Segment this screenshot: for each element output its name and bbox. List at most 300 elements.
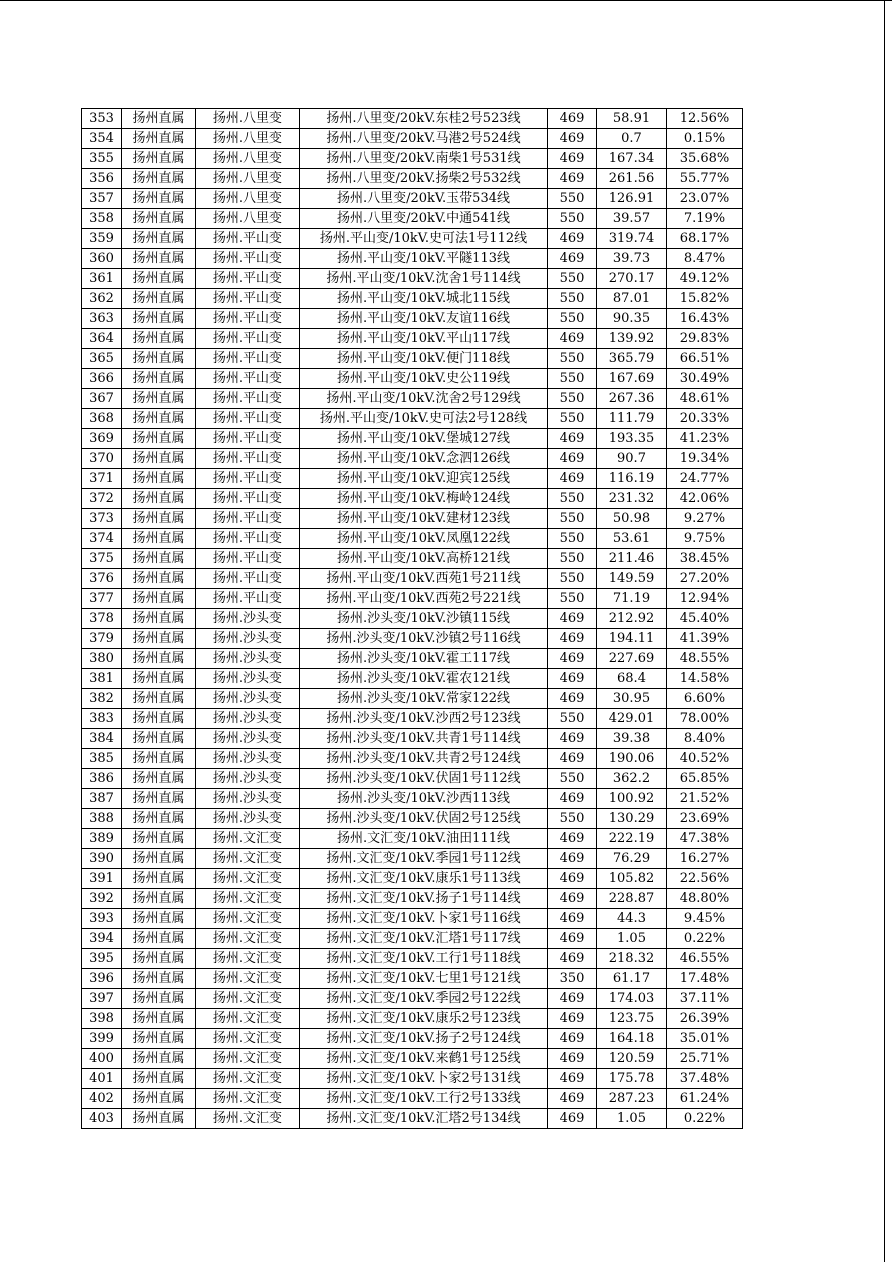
- unit-cell: 扬州直属: [122, 949, 196, 969]
- capacity-cell: 469: [548, 169, 597, 189]
- table-row: [82, 449, 743, 469]
- table-row: [82, 989, 743, 1009]
- capacity-cell: 469: [548, 949, 597, 969]
- row-number-cell: 360: [82, 249, 122, 269]
- load-value-cell: 58.91: [597, 109, 667, 129]
- row-number-cell: 375: [82, 549, 122, 569]
- capacity-cell: 469: [548, 869, 597, 889]
- load-rate-cell: 49.12%: [667, 269, 743, 289]
- capacity-cell: 550: [548, 769, 597, 789]
- feeder-line-cell: 扬州.平山变/10kV.沈舍2号129线: [300, 389, 548, 409]
- load-rate-cell: 12.94%: [667, 589, 743, 609]
- row-number-cell: 358: [82, 209, 122, 229]
- unit-cell: 扬州直属: [122, 509, 196, 529]
- capacity-cell: 550: [548, 269, 597, 289]
- load-value-cell: 167.69: [597, 369, 667, 389]
- capacity-cell: 550: [548, 289, 597, 309]
- substation-cell: 扬州.八里变: [196, 209, 300, 229]
- substation-cell: 扬州.平山变: [196, 249, 300, 269]
- load-rate-cell: 40.52%: [667, 749, 743, 769]
- feeder-line-cell: 扬州.平山变/10kV.平山117线: [300, 329, 548, 349]
- unit-cell: 扬州直属: [122, 549, 196, 569]
- load-value-cell: 212.92: [597, 609, 667, 629]
- feeder-line-cell: 扬州.沙头变/10kV.霍农121线: [300, 669, 548, 689]
- capacity-cell: 469: [548, 669, 597, 689]
- load-value-cell: 90.35: [597, 309, 667, 329]
- substation-cell: 扬州.文汇变: [196, 1069, 300, 1089]
- load-rate-cell: 66.51%: [667, 349, 743, 369]
- row-number-cell: 385: [82, 749, 122, 769]
- table-row: [82, 369, 743, 389]
- load-rate-cell: 17.48%: [667, 969, 743, 989]
- load-value-cell: 68.4: [597, 669, 667, 689]
- table-row: [82, 1029, 743, 1049]
- row-number-cell: 376: [82, 569, 122, 589]
- load-value-cell: 111.79: [597, 409, 667, 429]
- capacity-cell: 469: [548, 909, 597, 929]
- load-rate-cell: 68.17%: [667, 229, 743, 249]
- table-row: [82, 129, 743, 149]
- load-value-cell: 50.98: [597, 509, 667, 529]
- load-value-cell: 130.29: [597, 809, 667, 829]
- capacity-cell: 469: [548, 1009, 597, 1029]
- substation-cell: 扬州.沙头变: [196, 629, 300, 649]
- table-row: [82, 1109, 743, 1129]
- table-row: [82, 1089, 743, 1109]
- substation-cell: 扬州.平山变: [196, 489, 300, 509]
- capacity-cell: 550: [548, 709, 597, 729]
- substation-cell: 扬州.沙头变: [196, 649, 300, 669]
- load-value-cell: 120.59: [597, 1049, 667, 1069]
- row-number-cell: 357: [82, 189, 122, 209]
- feeder-line-cell: 扬州.八里变/20kV.中通541线: [300, 209, 548, 229]
- unit-cell: 扬州直属: [122, 269, 196, 289]
- substation-cell: 扬州.八里变: [196, 169, 300, 189]
- row-number-cell: 373: [82, 509, 122, 529]
- load-rate-cell: 35.01%: [667, 1029, 743, 1049]
- capacity-cell: 469: [548, 429, 597, 449]
- capacity-cell: 469: [548, 149, 597, 169]
- substation-cell: 扬州.文汇变: [196, 929, 300, 949]
- page-right-border: [884, 0, 885, 1262]
- load-rate-cell: 48.61%: [667, 389, 743, 409]
- row-number-cell: 354: [82, 129, 122, 149]
- load-value-cell: 261.56: [597, 169, 667, 189]
- table-row: [82, 189, 743, 209]
- row-number-cell: 361: [82, 269, 122, 289]
- capacity-cell: 550: [548, 409, 597, 429]
- row-number-cell: 381: [82, 669, 122, 689]
- substation-cell: 扬州.平山变: [196, 229, 300, 249]
- load-rate-cell: 37.11%: [667, 989, 743, 1009]
- substation-cell: 扬州.平山变: [196, 409, 300, 429]
- load-rate-cell: 19.34%: [667, 449, 743, 469]
- capacity-cell: 469: [548, 849, 597, 869]
- feeder-line-cell: 扬州.八里变/20kV.玉带534线: [300, 189, 548, 209]
- load-value-cell: 44.3: [597, 909, 667, 929]
- row-number-cell: 374: [82, 529, 122, 549]
- feeder-line-cell: 扬州.文汇变/10kV.汇塔1号117线: [300, 929, 548, 949]
- substation-cell: 扬州.平山变: [196, 449, 300, 469]
- table-row: [82, 389, 743, 409]
- capacity-cell: 350: [548, 969, 597, 989]
- capacity-cell: 469: [548, 829, 597, 849]
- load-value-cell: 164.18: [597, 1029, 667, 1049]
- row-number-cell: 379: [82, 629, 122, 649]
- load-value-cell: 194.11: [597, 629, 667, 649]
- load-rate-cell: 16.27%: [667, 849, 743, 869]
- load-value-cell: 39.57: [597, 209, 667, 229]
- unit-cell: 扬州直属: [122, 309, 196, 329]
- feeder-line-cell: 扬州.文汇变/10kV.季园2号122线: [300, 989, 548, 1009]
- capacity-cell: 469: [548, 929, 597, 949]
- load-value-cell: 87.01: [597, 289, 667, 309]
- substation-cell: 扬州.平山变: [196, 549, 300, 569]
- page-top-border: [0, 0, 892, 1]
- load-value-cell: 123.75: [597, 1009, 667, 1029]
- feeder-line-cell: 扬州.沙头变/10kV.常家122线: [300, 689, 548, 709]
- table-row: [82, 909, 743, 929]
- table-row: [82, 669, 743, 689]
- feeder-line-cell: 扬州.文汇变/10kV.康乐1号113线: [300, 869, 548, 889]
- row-number-cell: 362: [82, 289, 122, 309]
- row-number-cell: 395: [82, 949, 122, 969]
- feeder-line-cell: 扬州.沙头变/10kV.沙镇2号116线: [300, 629, 548, 649]
- feeder-line-cell: 扬州.文汇变/10kV.工行1号118线: [300, 949, 548, 969]
- capacity-cell: 550: [548, 589, 597, 609]
- substation-cell: 扬州.平山变: [196, 389, 300, 409]
- load-rate-cell: 25.71%: [667, 1049, 743, 1069]
- unit-cell: 扬州直属: [122, 189, 196, 209]
- unit-cell: 扬州直属: [122, 709, 196, 729]
- load-value-cell: 116.19: [597, 469, 667, 489]
- load-rate-cell: 9.27%: [667, 509, 743, 529]
- feeder-line-cell: 扬州.沙头变/10kV.沙镇115线: [300, 609, 548, 629]
- load-value-cell: 362.2: [597, 769, 667, 789]
- unit-cell: 扬州直属: [122, 389, 196, 409]
- row-number-cell: 398: [82, 1009, 122, 1029]
- row-number-cell: 363: [82, 309, 122, 329]
- load-rate-cell: 45.40%: [667, 609, 743, 629]
- unit-cell: 扬州直属: [122, 729, 196, 749]
- capacity-cell: 469: [548, 989, 597, 1009]
- feeder-line-cell: 扬州.平山变/10kV.平隧113线: [300, 249, 548, 269]
- table-row: [82, 849, 743, 869]
- substation-cell: 扬州.文汇变: [196, 1109, 300, 1129]
- substation-cell: 扬州.平山变: [196, 529, 300, 549]
- capacity-cell: 550: [548, 809, 597, 829]
- load-rate-cell: 30.49%: [667, 369, 743, 389]
- capacity-cell: 469: [548, 749, 597, 769]
- unit-cell: 扬州直属: [122, 789, 196, 809]
- table-row: [82, 649, 743, 669]
- unit-cell: 扬州直属: [122, 529, 196, 549]
- table-row: [82, 209, 743, 229]
- load-rate-cell: 14.58%: [667, 669, 743, 689]
- table-row: [82, 549, 743, 569]
- feeder-line-cell: 扬州.平山变/10kV.友谊116线: [300, 309, 548, 329]
- unit-cell: 扬州直属: [122, 229, 196, 249]
- capacity-cell: 550: [548, 369, 597, 389]
- capacity-cell: 469: [548, 469, 597, 489]
- substation-cell: 扬州.文汇变: [196, 889, 300, 909]
- row-number-cell: 380: [82, 649, 122, 669]
- feeder-line-cell: 扬州.沙头变/10kV.共青1号114线: [300, 729, 548, 749]
- load-rate-cell: 8.47%: [667, 249, 743, 269]
- capacity-cell: 469: [548, 889, 597, 909]
- capacity-cell: 469: [548, 629, 597, 649]
- table-row: [82, 869, 743, 889]
- feeder-line-cell: 扬州.文汇变/10kV.油田111线: [300, 829, 548, 849]
- load-value-cell: 193.35: [597, 429, 667, 449]
- feeder-line-cell: 扬州.平山变/10kV.沈舍1号114线: [300, 269, 548, 289]
- load-value-cell: 222.19: [597, 829, 667, 849]
- load-rate-cell: 42.06%: [667, 489, 743, 509]
- unit-cell: 扬州直属: [122, 929, 196, 949]
- substation-cell: 扬州.文汇变: [196, 909, 300, 929]
- feeder-line-cell: 扬州.沙头变/10kV.霍工117线: [300, 649, 548, 669]
- feeder-load-table: [81, 108, 743, 1129]
- capacity-cell: 469: [548, 729, 597, 749]
- table-row: [82, 769, 743, 789]
- unit-cell: 扬州直属: [122, 249, 196, 269]
- row-number-cell: 369: [82, 429, 122, 449]
- row-number-cell: 383: [82, 709, 122, 729]
- feeder-line-cell: 扬州.平山变/10kV.史可法1号112线: [300, 229, 548, 249]
- substation-cell: 扬州.文汇变: [196, 969, 300, 989]
- table-row: [82, 569, 743, 589]
- feeder-line-cell: 扬州.文汇变/10kV.工行2号133线: [300, 1089, 548, 1109]
- load-rate-cell: 8.40%: [667, 729, 743, 749]
- unit-cell: 扬州直属: [122, 849, 196, 869]
- table-row: [82, 609, 743, 629]
- substation-cell: 扬州.文汇变: [196, 869, 300, 889]
- row-number-cell: 388: [82, 809, 122, 829]
- capacity-cell: 550: [548, 389, 597, 409]
- load-rate-cell: 27.20%: [667, 569, 743, 589]
- row-number-cell: 396: [82, 969, 122, 989]
- load-rate-cell: 9.45%: [667, 909, 743, 929]
- row-number-cell: 391: [82, 869, 122, 889]
- row-number-cell: 367: [82, 389, 122, 409]
- row-number-cell: 377: [82, 589, 122, 609]
- unit-cell: 扬州直属: [122, 489, 196, 509]
- feeder-line-cell: 扬州.沙头变/10kV.伏固1号112线: [300, 769, 548, 789]
- substation-cell: 扬州.平山变: [196, 329, 300, 349]
- load-rate-cell: 29.83%: [667, 329, 743, 349]
- table-row: [82, 489, 743, 509]
- feeder-line-cell: 扬州.平山变/10kV.迎宾125线: [300, 469, 548, 489]
- substation-cell: 扬州.平山变: [196, 309, 300, 329]
- capacity-cell: 550: [548, 569, 597, 589]
- load-rate-cell: 55.77%: [667, 169, 743, 189]
- load-rate-cell: 9.75%: [667, 529, 743, 549]
- row-number-cell: 401: [82, 1069, 122, 1089]
- feeder-line-cell: 扬州.文汇变/10kV.汇塔2号134线: [300, 1109, 548, 1129]
- table-row: [82, 329, 743, 349]
- table-row: [82, 249, 743, 269]
- table-row: [82, 1009, 743, 1029]
- capacity-cell: 469: [548, 449, 597, 469]
- table-row: [82, 289, 743, 309]
- capacity-cell: 550: [548, 209, 597, 229]
- load-rate-cell: 35.68%: [667, 149, 743, 169]
- substation-cell: 扬州.文汇变: [196, 1089, 300, 1109]
- capacity-cell: 550: [548, 549, 597, 569]
- substation-cell: 扬州.八里变: [196, 109, 300, 129]
- row-number-cell: 386: [82, 769, 122, 789]
- capacity-cell: 469: [548, 609, 597, 629]
- load-rate-cell: 41.23%: [667, 429, 743, 449]
- load-value-cell: 231.32: [597, 489, 667, 509]
- feeder-line-cell: 扬州.平山变/10kV.城北115线: [300, 289, 548, 309]
- row-number-cell: 364: [82, 329, 122, 349]
- row-number-cell: 355: [82, 149, 122, 169]
- unit-cell: 扬州直属: [122, 1049, 196, 1069]
- table-row: [82, 1069, 743, 1089]
- row-number-cell: 356: [82, 169, 122, 189]
- feeder-line-cell: 扬州.平山变/10kV.建材123线: [300, 509, 548, 529]
- feeder-line-cell: 扬州.文汇变/10kV.季园1号112线: [300, 849, 548, 869]
- load-rate-cell: 21.52%: [667, 789, 743, 809]
- substation-cell: 扬州.平山变: [196, 469, 300, 489]
- load-value-cell: 227.69: [597, 649, 667, 669]
- row-number-cell: 368: [82, 409, 122, 429]
- load-value-cell: 126.91: [597, 189, 667, 209]
- load-rate-cell: 24.77%: [667, 469, 743, 489]
- load-value-cell: 71.19: [597, 589, 667, 609]
- table-row: [82, 409, 743, 429]
- load-value-cell: 105.82: [597, 869, 667, 889]
- table-row: [82, 889, 743, 909]
- load-value-cell: 53.61: [597, 529, 667, 549]
- load-rate-cell: 78.00%: [667, 709, 743, 729]
- unit-cell: 扬州直属: [122, 349, 196, 369]
- feeder-line-cell: 扬州.沙头变/10kV.沙西113线: [300, 789, 548, 809]
- load-rate-cell: 38.45%: [667, 549, 743, 569]
- row-number-cell: 384: [82, 729, 122, 749]
- row-number-cell: 400: [82, 1049, 122, 1069]
- load-rate-cell: 41.39%: [667, 629, 743, 649]
- unit-cell: 扬州直属: [122, 889, 196, 909]
- unit-cell: 扬州直属: [122, 169, 196, 189]
- unit-cell: 扬州直属: [122, 1029, 196, 1049]
- feeder-line-cell: 扬州.文汇变/10kV.扬子1号114线: [300, 889, 548, 909]
- row-number-cell: 392: [82, 889, 122, 909]
- unit-cell: 扬州直属: [122, 569, 196, 589]
- table-row: [82, 969, 743, 989]
- feeder-line-cell: 扬州.八里变/20kV.扬柴2号532线: [300, 169, 548, 189]
- capacity-cell: 550: [548, 509, 597, 529]
- row-number-cell: 393: [82, 909, 122, 929]
- capacity-cell: 550: [548, 529, 597, 549]
- load-value-cell: 39.38: [597, 729, 667, 749]
- table-row: [82, 349, 743, 369]
- feeder-line-cell: 扬州.平山变/10kV.梅岭124线: [300, 489, 548, 509]
- table-row: [82, 1049, 743, 1069]
- load-rate-cell: 23.69%: [667, 809, 743, 829]
- substation-cell: 扬州.沙头变: [196, 769, 300, 789]
- table-row: [82, 929, 743, 949]
- table-row: [82, 169, 743, 189]
- row-number-cell: 365: [82, 349, 122, 369]
- substation-cell: 扬州.平山变: [196, 429, 300, 449]
- capacity-cell: 469: [548, 249, 597, 269]
- unit-cell: 扬州直属: [122, 1089, 196, 1109]
- capacity-cell: 469: [548, 1109, 597, 1129]
- load-rate-cell: 12.56%: [667, 109, 743, 129]
- table-row: [82, 829, 743, 849]
- table-row: [82, 429, 743, 449]
- substation-cell: 扬州.沙头变: [196, 809, 300, 829]
- table-row: [82, 729, 743, 749]
- substation-cell: 扬州.文汇变: [196, 989, 300, 1009]
- load-rate-cell: 0.15%: [667, 129, 743, 149]
- unit-cell: 扬州直属: [122, 109, 196, 129]
- table-row: [82, 629, 743, 649]
- capacity-cell: 550: [548, 189, 597, 209]
- unit-cell: 扬州直属: [122, 909, 196, 929]
- row-number-cell: 378: [82, 609, 122, 629]
- table-body: [82, 109, 743, 1129]
- feeder-line-cell: 扬州.文汇变/10kV.扬子2号124线: [300, 1029, 548, 1049]
- feeder-line-cell: 扬州.平山变/10kV.堡城127线: [300, 429, 548, 449]
- substation-cell: 扬州.沙头变: [196, 749, 300, 769]
- substation-cell: 扬州.沙头变: [196, 689, 300, 709]
- capacity-cell: 469: [548, 129, 597, 149]
- capacity-cell: 469: [548, 1049, 597, 1069]
- capacity-cell: 469: [548, 109, 597, 129]
- load-value-cell: 365.79: [597, 349, 667, 369]
- row-number-cell: 394: [82, 929, 122, 949]
- capacity-cell: 469: [548, 1029, 597, 1049]
- load-rate-cell: 65.85%: [667, 769, 743, 789]
- capacity-cell: 550: [548, 489, 597, 509]
- capacity-cell: 469: [548, 1069, 597, 1089]
- feeder-line-cell: 扬州.八里变/20kV.马港2号524线: [300, 129, 548, 149]
- row-number-cell: 372: [82, 489, 122, 509]
- load-value-cell: 139.92: [597, 329, 667, 349]
- table-row: [82, 749, 743, 769]
- feeder-line-cell: 扬州.平山变/10kV.便门118线: [300, 349, 548, 369]
- load-value-cell: 1.05: [597, 929, 667, 949]
- row-number-cell: 402: [82, 1089, 122, 1109]
- unit-cell: 扬州直属: [122, 989, 196, 1009]
- load-rate-cell: 37.48%: [667, 1069, 743, 1089]
- capacity-cell: 469: [548, 649, 597, 669]
- unit-cell: 扬州直属: [122, 769, 196, 789]
- load-value-cell: 218.32: [597, 949, 667, 969]
- load-value-cell: 0.7: [597, 129, 667, 149]
- load-value-cell: 267.36: [597, 389, 667, 409]
- table-row: [82, 949, 743, 969]
- feeder-line-cell: 扬州.平山变/10kV.史可法2号128线: [300, 409, 548, 429]
- row-number-cell: 382: [82, 689, 122, 709]
- load-rate-cell: 48.55%: [667, 649, 743, 669]
- feeder-line-cell: 扬州.沙头变/10kV.沙西2号123线: [300, 709, 548, 729]
- load-value-cell: 319.74: [597, 229, 667, 249]
- load-rate-cell: 48.80%: [667, 889, 743, 909]
- feeder-line-cell: 扬州.沙头变/10kV.伏固2号125线: [300, 809, 548, 829]
- unit-cell: 扬州直属: [122, 469, 196, 489]
- feeder-line-cell: 扬州.文汇变/10kV.来鹤1号125线: [300, 1049, 548, 1069]
- substation-cell: 扬州.文汇变: [196, 1049, 300, 1069]
- load-rate-cell: 16.43%: [667, 309, 743, 329]
- substation-cell: 扬州.沙头变: [196, 789, 300, 809]
- feeder-line-cell: 扬州.文汇变/10kV.卜家1号116线: [300, 909, 548, 929]
- substation-cell: 扬州.平山变: [196, 289, 300, 309]
- table-row: [82, 509, 743, 529]
